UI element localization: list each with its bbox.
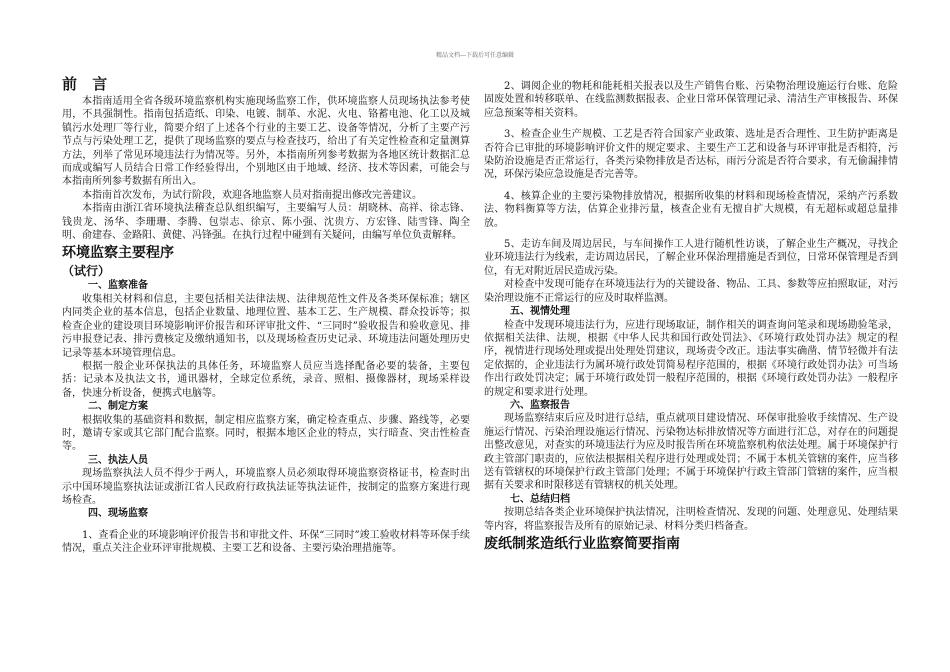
- section-paragraph: 3、检查企业生产规模、工艺是否符合国家产业政策、选址是否合理性、卫生防护距离是否符合已审批的环境影响评价文件的规定要求、主要生产工艺和设备与环评审批是否相符，污染防治设施是否正常运行，各类污染物排放是否达标，雨污分流是否符合要求，有无偷漏排情况，环保污染应急设施是否完善等。: [484, 129, 898, 181]
- section-heading: 四、现场监察: [88, 508, 148, 520]
- section-paragraph: 收集相关材料和信息，主要包括相关法律法规、法律规范性文件及各类环保标准；辖区内同类企业的基本信息，包括企业数量、地理位置、基本工艺、生产规模、群众投诉等；拟检查企业的建设项目环境影响评价报告和环评审批文件、“三同时”验收报告和验收意见、排污申报登记表、排污费核定及缴纳通知书，以及现场检查历史记录、环境违法问题处理历史记录等基本环境管理信息。: [62, 293, 470, 359]
- section-paragraph: 5、走访车间及周边居民，与车间操作工人进行随机性访谈，了解企业生产概况，寻找企业环境违法行为线索，走访周边居民，了解企业环保治理措施是否到位，日常环保管理是否到位，有无对附近居民造成污染。: [484, 239, 898, 277]
- header-watermark: 精品文档---下载后可任意编辑: [435, 52, 515, 59]
- right-column: [484, 80, 898, 554]
- section-paragraph: 检查中发现环境违法行为，应进行现场取证，制作相关的调查询问笔录和现场勘验笔录，依据相关法律、法规，根据《中华人民共和国行政处罚法》、《环境行政处罚办法》规定的程序，视情进行现场处理或提出处理处罚建议，现场责令改正。违法事实确凿、情节轻微并有法定依据的，企业违法行为属环境行政处罚简易程序范围的，根据《环境行政处罚办法》可当场作出行政处罚决定；属于环境行政处罚一般程序范围的，根据《环境行政处罚办法》一般程序的规定和要求进行处理。: [484, 319, 898, 398]
- section-heading: 六、监察报告: [510, 399, 570, 411]
- section-paragraph: 现场监察结束后应及时进行总结，重点就项目建设情况、环保审批验收手续情况、生产设施运行情况、污染治理设施运行情况、污染物达标排放情况等方面进行汇总，对存在的问题提出整改意见，对查实的环境违法行为应及时报告所在环境监察机构依法处理。属于环境保护行政主管部门职责的，应依法根据相关程序进行处理或处罚；不属于本机关管辖的案件，应当移送有管辖权的环境保护行政主管部门处理；不属于环境保护行政主管部门管辖的案件，应当根据有关要求和时限移送有管辖权的机关处理。: [484, 413, 898, 492]
- procedure-title: 环境监察主要程序: [62, 245, 174, 262]
- section-paragraph: 现场监察执法人员不得少于两人，环境监察人员必须取得环境监察资格证书，检查时出示中国环境监察执法证或浙江省人民政府行政执法证等执法证件，按制定的监察方案进行现场检查。: [62, 468, 470, 506]
- section-heading: 三、执法人员: [88, 454, 148, 466]
- procedure-subtitle: （试行）: [62, 264, 111, 279]
- preface-paragraph: 本指南由浙江省环境执法稽查总队组织编写，主要编写人员：胡晓林、高祥、徐志锋、钱贵龙、汤华、李珊珊、李腾、包崇志、徐京、陈小强、沈贵方、方宏锋、陆雪锋、陶全明、俞建春、金路阳、黄健、冯锋强。在执行过程中碰到有关疑问，由编写单位负责解释。: [62, 203, 470, 242]
- section-heading: 二、制定方案: [88, 401, 148, 413]
- preface-paragraph: 本指南适用全省各级环境监察机构实施现场监察工作，供环境监察人员现场执法参考使用，不具强制性。指南包括造纸、印染、电镀、制革、水泥、火电、铬蓄电池、化工以及城镇污水处理厂等行业，简要介绍了上述各个行业的主要工艺、设备等情况，分析了主要产污节点与污染处理工艺，提供了现场监察的要点与检查技巧，给出了有关定性检查和定量测算方法，列举了常见环境违法行为情况等。另外，本指南所列参考数据为各地区统计数据汇总而成或编写人员结合日常工作经验得出，个别地区由于地域、经济、技术等因素，可能会与本指南所列参考数据有所出入。: [62, 96, 470, 188]
- next-section-title: 废纸制浆造纸行业监察简要指南: [484, 536, 680, 552]
- section-paragraph: 对检查中发现可能存在环境违法行为的关键设备、物品、工具、参数等应拍照取证，对污染治理设施不正常运行的应及时取样监测。: [484, 279, 898, 304]
- left-column: [62, 72, 470, 556]
- preface-paragraph: 本指南首次发布，为试行阶段，欢迎各地监察人员对指南提出修改完善建议。: [82, 189, 422, 201]
- section-paragraph: 1、查看企业的环境影响评价报告书和审批文件、环保“三同时”竣工验收材料等环保手续情况，重点关注企业环评审批规模、主要工艺和设备、主要污染治理措施等。: [62, 529, 470, 555]
- section-paragraph: 2、调阅企业的物耗和能耗相关报表以及生产销售台账、污染物治理设施运行台账、危险固废处置和转移联单、在线监测数据报表、企业日常环保管理记录、清洁生产审核报告、环保应急预案等相关资料。: [484, 81, 898, 119]
- section-heading: 五、视情处理: [510, 306, 570, 318]
- section-paragraph: 根据收集的基础资料和数据，制定相应监察方案，确定检查重点、步骤、路线等，必要时，邀请专家或其它部门配合监察。同时，根据本地区企业的特点，实行暗查、突击性检查等。: [62, 414, 470, 453]
- preface-title: 前 言: [62, 75, 113, 93]
- section-paragraph: 按期总结各类企业环境保护执法情况，注明检查情况、发现的问题、处理意见、处理结果等内容，将监察报告及所有的原始记录、材料分类归档备查。: [484, 507, 898, 532]
- section-paragraph: 4、核算企业的主要污染物排放情况，根据所收集的材料和现场检查情况，采纳产污系数法、物料衡算等方法，估算企业排污量，核查企业有无擅自扩大规模，有无超标或超总量排放。: [484, 190, 898, 229]
- section-heading: 一、监察准备: [88, 280, 148, 292]
- section-paragraph: 根据一般企业环保执法的具体任务，环境监察人员应当选择配备必要的装备，主要包括：记录本及执法文书，通讯器材，全球定位系统，录音、照相、摄像器材，现场采样设备，快速分析设备，便携式电脑等。: [62, 360, 470, 399]
- section-heading: 七、总结归档: [510, 493, 570, 505]
